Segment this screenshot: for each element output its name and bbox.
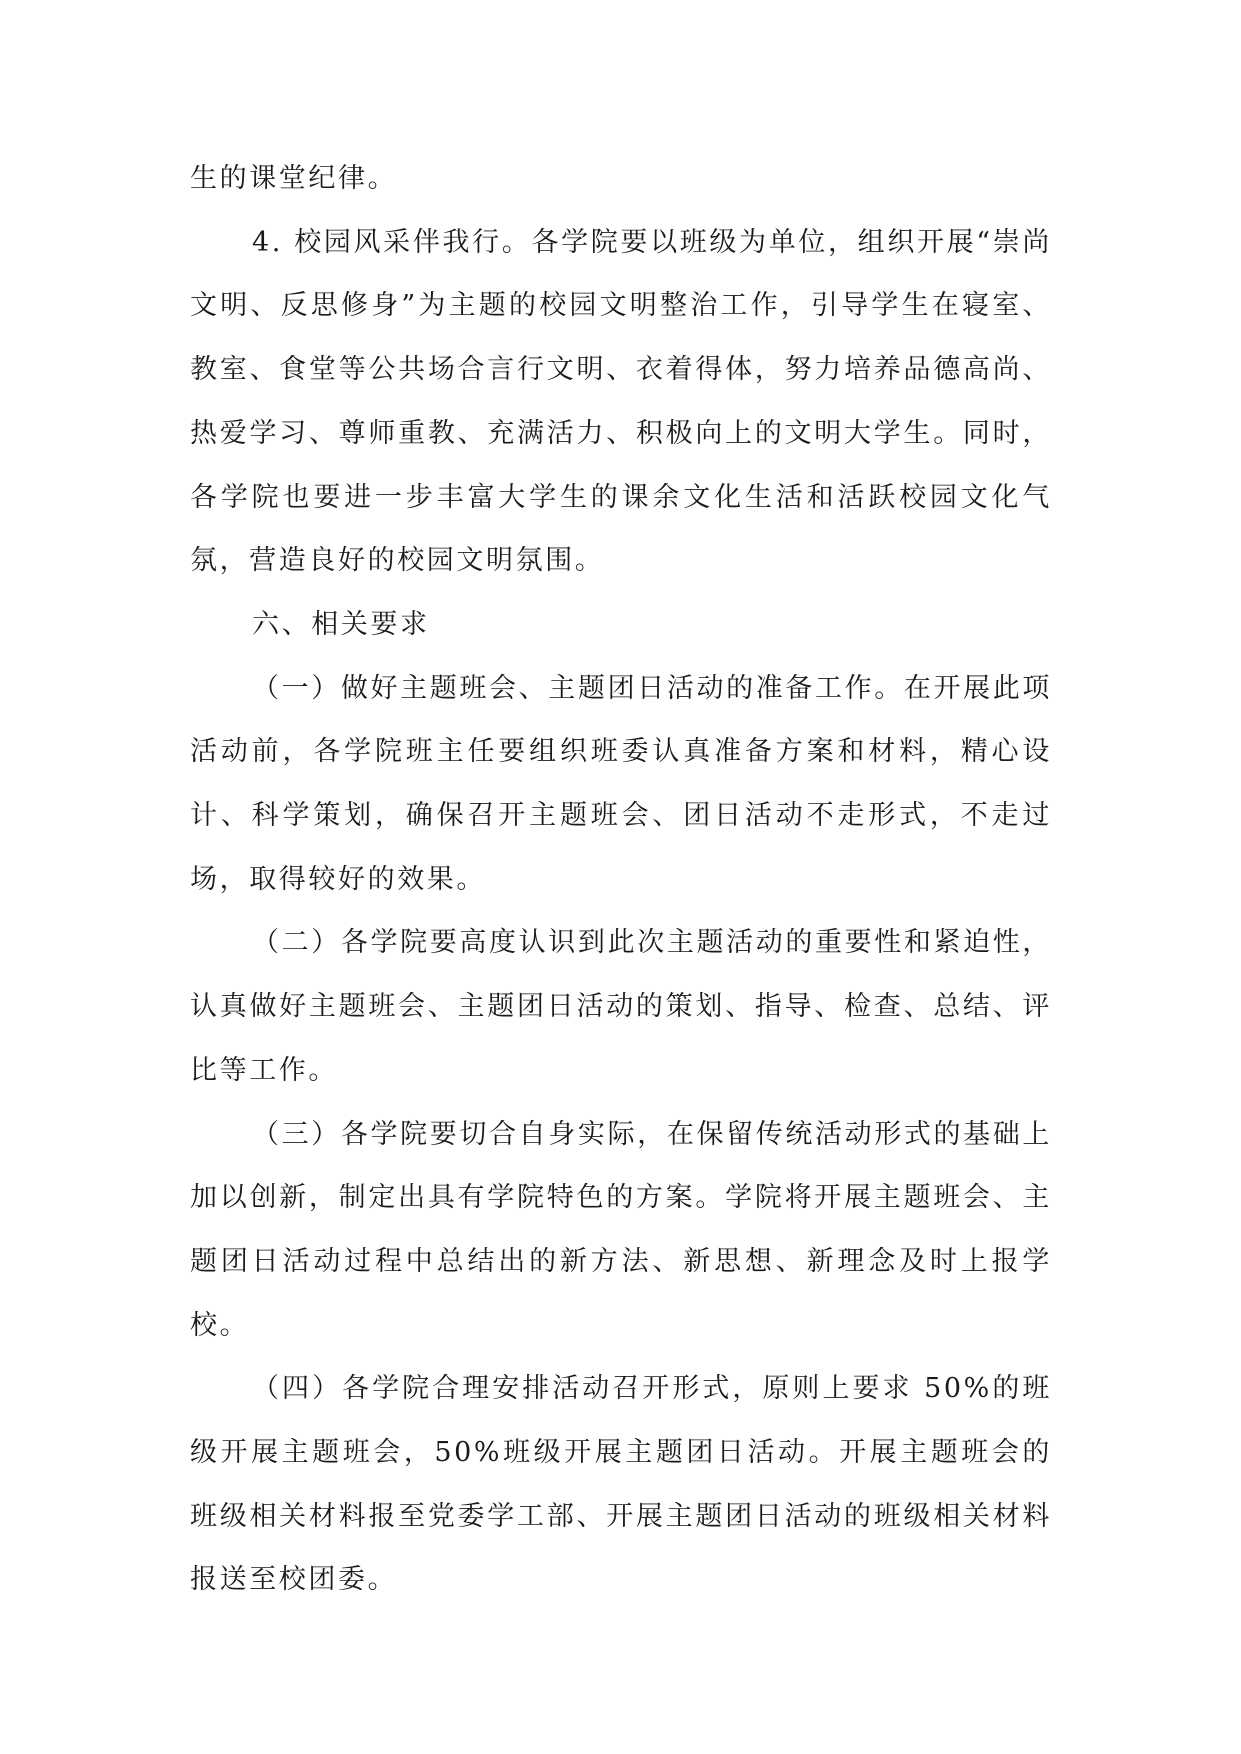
paragraph-requirement-1: （一）做好主题班会、主题团日活动的准备工作。在开展此项活动前，各学院班主任要组织班委认真准备方案和材料，精心设计、科学策划，确保召开主题班会、团日活动不走形式，不走过场，取得较好的效果。 [190, 672, 1052, 895]
document-body [190, 147, 1052, 1612]
paragraph-requirement-3: （三）各学院要切合自身实际，在保留传统活动形式的基础上加以创新，制定出具有学院特色的方案。学院将开展主题班会、主题团日活动过程中总结出的新方法、新思想、新理念及时上报学校。 [190, 1118, 1052, 1341]
paragraph-continuation: 生的课堂纪律。 [190, 163, 398, 194]
paragraph-requirement-4: （四）各学院合理安排活动召开形式，原则上要求 50%的班级开展主题班会，50%班级开展主题团日活动。开展主题班会的班级相关材料报至党委学工部、开展主题团日活动的班级相关材料报送至校团委。 [190, 1373, 1052, 1596]
paragraph-campus-style: 4. 校园风采伴我行。各学院要以班级为单位，组织开展“崇尚文明、反思修身”为主题的校园文明整治工作，引导学生在寝室、教室、食堂等公共场合言行文明、衣着得体，努力培养品德高尚、热爱学习、尊师重教、充满活力、积极向上的文明大学生。同时，各学院也要进一步丰富大学生的课余文化生活和活跃校园文化气氛，营造良好的校园文明氛围。 [190, 226, 1052, 577]
paragraph-requirement-2: （二）各学院要高度认识到此次主题活动的重要性和紧迫性，认真做好主题班会、主题团日活动的策划、指导、检查、总结、评比等工作。 [190, 927, 1052, 1086]
section-heading-requirements: 六、相关要求 [252, 608, 430, 640]
